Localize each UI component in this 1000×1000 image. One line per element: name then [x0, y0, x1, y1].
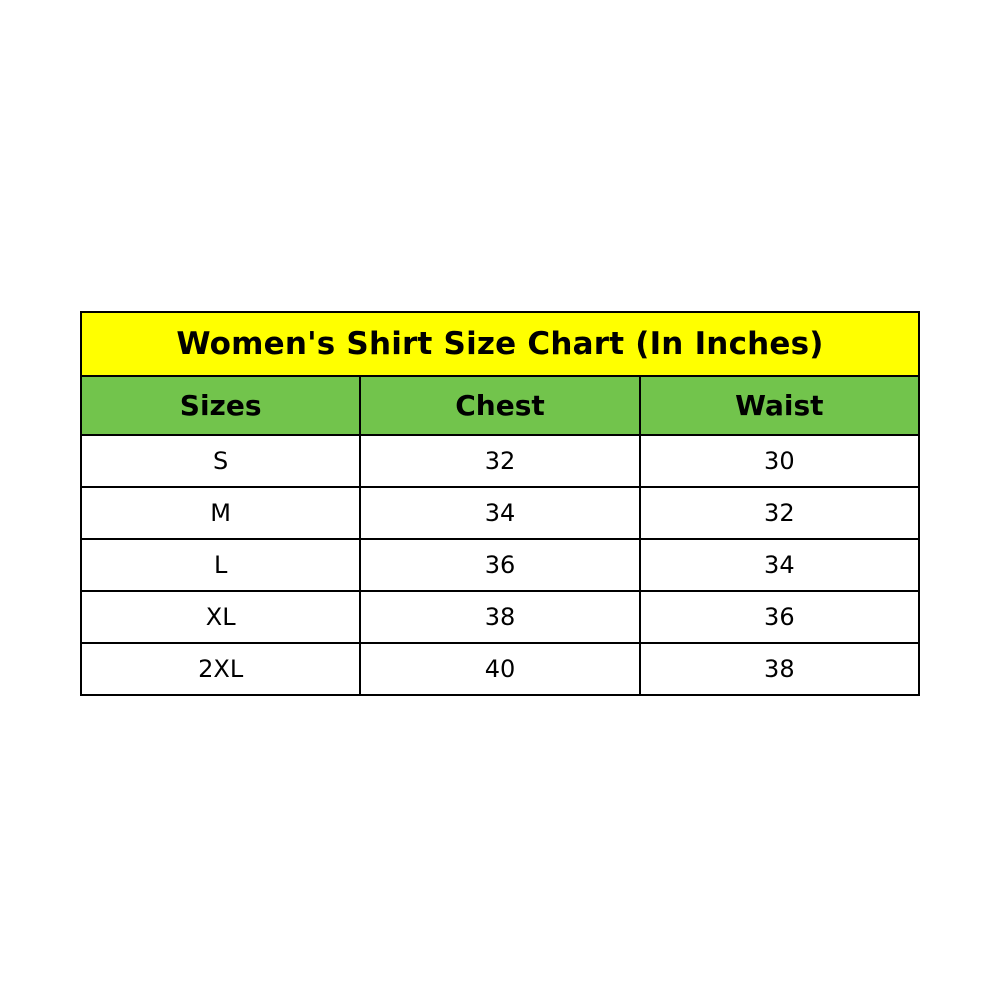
table-title-row — [81, 312, 919, 376]
cell-waist: 34 — [640, 539, 919, 591]
column-header-chest: Chest — [360, 376, 639, 435]
cell-chest: 32 — [360, 435, 639, 487]
table-row — [81, 435, 919, 487]
table-row — [81, 643, 919, 695]
cell-chest: 38 — [360, 591, 639, 643]
table-row — [81, 539, 919, 591]
cell-size: 2XL — [81, 643, 360, 695]
cell-waist: 36 — [640, 591, 919, 643]
cell-waist: 38 — [640, 643, 919, 695]
column-header-sizes: Sizes — [81, 376, 360, 435]
size-chart-table — [80, 311, 920, 696]
cell-chest: 40 — [360, 643, 639, 695]
chart-title: Women's Shirt Size Chart (In Inches) — [81, 312, 919, 376]
cell-size: XL — [81, 591, 360, 643]
cell-size: M — [81, 487, 360, 539]
column-header-waist: Waist — [640, 376, 919, 435]
cell-size: L — [81, 539, 360, 591]
table-header-row — [81, 376, 919, 435]
cell-waist: 32 — [640, 487, 919, 539]
cell-size: S — [81, 435, 360, 487]
cell-chest: 34 — [360, 487, 639, 539]
table-row — [81, 591, 919, 643]
table-row — [81, 487, 919, 539]
cell-chest: 36 — [360, 539, 639, 591]
cell-waist: 30 — [640, 435, 919, 487]
